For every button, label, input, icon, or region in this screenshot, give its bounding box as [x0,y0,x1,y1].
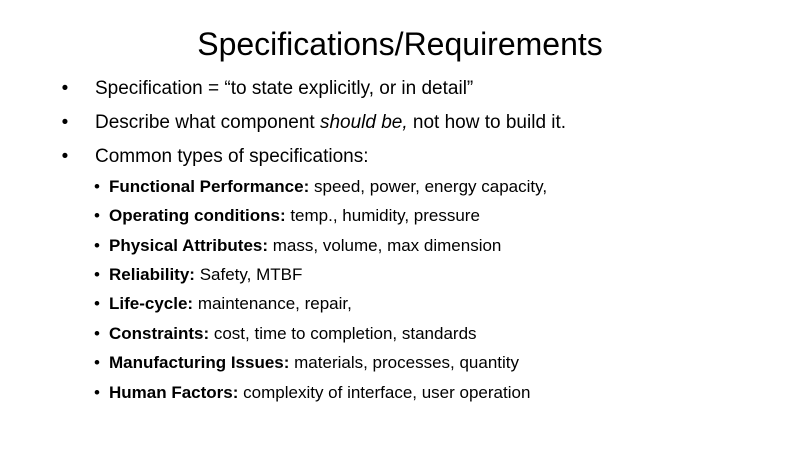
sub-bullet-text [109,379,530,407]
sub-bullet-text [109,173,547,201]
sub-bullet-label: Life-cycle: [109,294,194,313]
sub-bullet-marker: • [94,383,100,402]
sub-bullet-marker: • [94,177,100,196]
sub-bullet-reliability [0,261,800,289]
sub-bullet-detail: speed, power, energy capacity, [309,177,548,196]
sub-bullet-marker: • [94,294,100,313]
sub-bullet-marker: • [94,324,100,343]
bullet-text-end: not how to build it. [407,112,567,133]
sub-bullet-text [109,261,302,289]
bullet-marker: • [61,112,69,133]
sub-bullet-marker: • [94,353,100,372]
sub-bullet-manufacturing-issues [0,349,800,377]
bullet-text-start: Describe what component [95,112,320,133]
sub-bullet-detail: cost, time to completion, standards [209,324,477,343]
sub-bullet-detail: maintenance, repair, [193,294,352,313]
sub-bullet-detail: materials, processes, quantity [289,353,520,372]
bullet-item-specification-definition [0,73,800,105]
sub-bullet-text [109,202,480,230]
slide-title: Specifications/Requirements [197,26,603,62]
bullet-text: Specification = “to state explicitly, or in detail” [95,78,474,99]
bullet-text-emphasis: should be, [319,112,408,133]
bullet-marker: • [61,146,69,167]
sub-bullet-constraints [0,320,800,348]
sub-bullet-text [109,232,501,260]
sub-bullet-text [109,349,519,377]
sub-bullet-label: Manufacturing Issues: [109,353,290,372]
sub-bullet-detail: temp., humidity, pressure [285,206,480,225]
sub-bullet-label: Human Factors: [109,383,239,402]
sub-bullet-human-factors [0,379,800,407]
sub-bullet-label: Operating conditions: [109,206,286,225]
sub-bullet-marker: • [94,206,100,225]
sub-bullet-marker: • [94,236,100,255]
bullet-item-common-types [0,141,800,173]
sub-bullet-detail: mass, volume, max dimension [268,236,502,255]
sub-bullet-life-cycle [0,290,800,318]
sub-bullet-marker: • [94,265,100,284]
sub-bullet-operating-conditions [0,202,800,230]
sub-bullet-label: Functional Performance: [109,177,310,196]
bullet-marker: • [61,78,69,99]
sub-bullet-label: Physical Attributes: [109,236,269,255]
bullet-text [95,107,566,139]
sub-bullet-label: Constraints: [109,324,210,343]
sub-bullet-physical-attributes [0,232,800,260]
sub-bullet-label: Reliability: [109,265,195,284]
sub-bullet-text [109,320,477,348]
sub-bullet-text [109,290,352,318]
sub-bullet-detail: complexity of interface, user operation [238,383,531,402]
bullet-item-describe-component [0,107,800,139]
bullet-text: Common types of specifications: [95,146,369,167]
sub-bullet-detail: Safety, MTBF [194,265,303,284]
sub-bullet-functional-performance [0,173,800,201]
